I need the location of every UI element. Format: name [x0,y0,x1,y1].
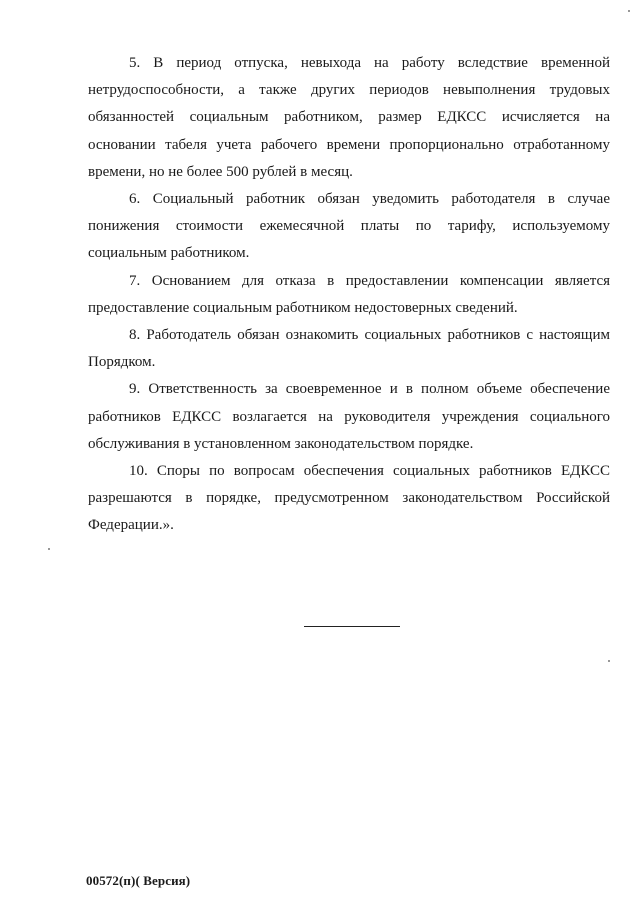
paragraph-7: 7. Основанием для отказа в предоставлении компенсации является предоставление социальным работником недостоверных сведений. [88,272,610,316]
paragraph-8: 8. Работодатель обязан ознакомить социальных работников с настоящим Порядком. [88,327,610,371]
end-divider-line [304,626,400,627]
document-footer-code: 00572(п)( Версия) [86,873,191,888]
paragraph-10: 10. Споры по вопросам обеспечения социальных работников ЕДКСС разрешаются в порядке, предусмотренном законодательством Российской Федерации.». [88,463,610,534]
scan-speck [608,660,610,662]
paragraph-5: 5. В период отпуска, невыхода на работу вследствие временной нетрудоспособности, а также других периодов невыполнения трудовых обязанностей социальным работником, размер ЕДКСС исчисляется на основании табеля учета рабочего времени пропорционально отработанному времени, но не более 500 рублей в месяц. [88,55,610,180]
paragraph-6: 6. Социальный работник обязан уведомить работодателя в случае понижения стоимости ежемесячной платы по тарифу, используемому социальным работником. [88,191,610,262]
document-body [88,50,610,540]
scan-speck [48,548,50,550]
paragraph-9: 9. Ответственность за своевременное и в полном объеме обеспечение работников ЕДКСС возлагается на руководителя учреждения социального обслуживания в установленном законодательством порядке. [88,381,610,452]
scan-speck [628,10,630,12]
